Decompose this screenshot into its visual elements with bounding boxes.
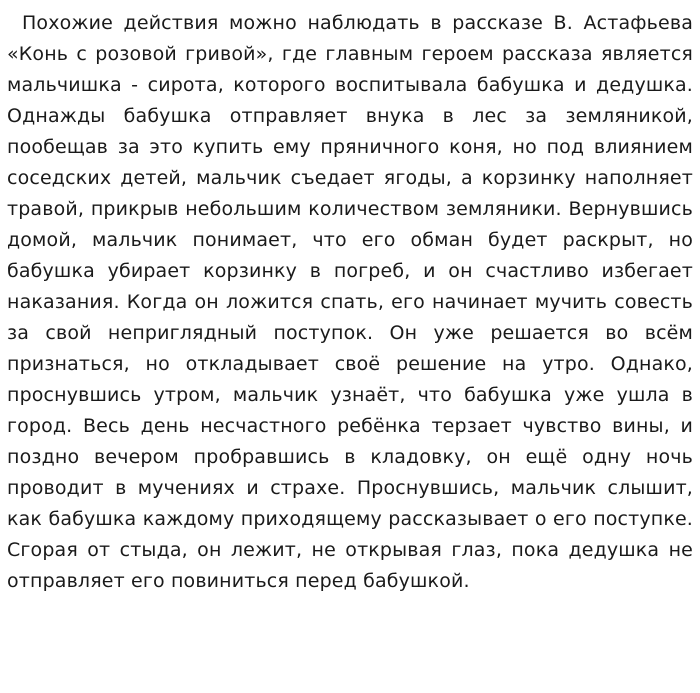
document-page bbox=[7, 8, 693, 597]
essay-paragraph: Похожие действия можно наблюдать в рассказе В. Астафьева «Конь с розовой гривой», где главным героем рассказа является мальчишка - сирота, которого воспитывала бабушка и дедушка. Однажды бабушка отправляет внука в лес за земляникой, пообещав за это купить ему пряничного коня, но под влиянием соседских детей, мальчик съедает ягоды, а корзинку наполняет травой, прикрыв небольшим количеством земляники. Вернувшись домой, мальчик понимает, что его обман будет раскрыт, но бабушка убирает корзинку в погреб, и он счастливо избегает наказания. Когда он ложится спать, его начинает мучить совесть за свой неприглядный поступок. Он уже решается во всём признаться, но откладывает своё решение на утро. Однако, проснувшись утром, мальчик узнаёт, что бабушка уже ушла в город. Весь день несчастного ребёнка терзает чувство вины, и поздно вечером пробравшись в кладовку, он ещё одну ночь проводит в мучениях и страхе. Проснувшись, мальчик слышит, как бабушка каждому приходящему рассказывает о его поступке. Сгорая от стыда, он лежит, не открывая глаз, пока дедушка не отправляет его повиниться перед бабушкой. bbox=[7, 12, 693, 592]
